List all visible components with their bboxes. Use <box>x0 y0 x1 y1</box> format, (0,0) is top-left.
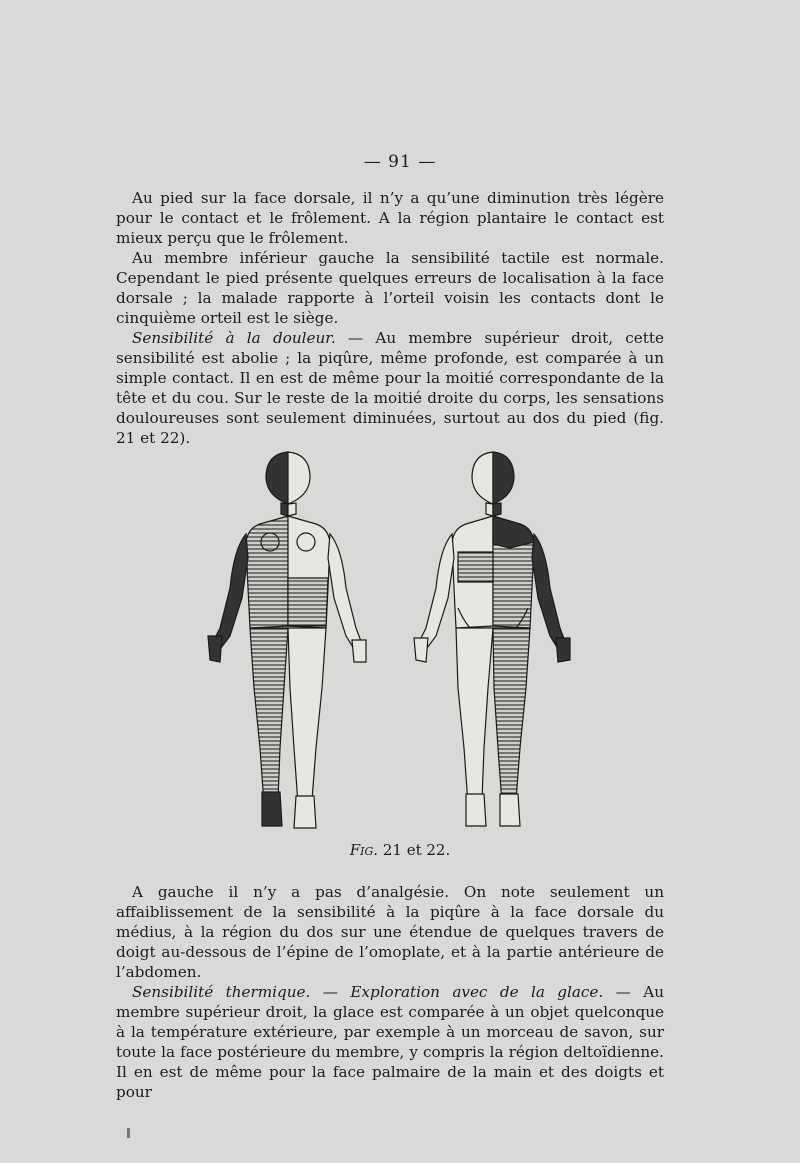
paragraph: Au membre inférieur gauche la sensibilité tactile est normale. Cependant le pied présente quelques erreurs de localisation à la face dorsale ; la malade rapporte à l’orteil voisin les contacts dont le cinquième orteil est le siège. <box>116 249 664 327</box>
paragraph-body: — Au membre supérieur droit, cette sensibilité est abolie ; la piqûre, même profonde, est comparée à un simple contact. Il en est de même pour la moitié correspondante de la tête et du cou. Sur le reste de la moitié droite du corps, les sensations douloureuses sont seulement diminuées, surtout au dos du pied (fig. 21 et 22). <box>116 329 664 447</box>
paragraph-body: — Au membre supérieur droit, la glace est comparée à un objet quelconque à la température extérieure, par exemple à un morceau de savon, sur toute la face postérieure du membre, y compris la région deltoïdienne. Il en est de même pour la face palmaire de la main et des doigts et pour <box>116 983 665 1101</box>
anatomical-figure <box>190 448 590 838</box>
paragraph <box>116 982 664 1102</box>
paragraph: Au pied sur la face dorsale, il n’y a qu’une diminution très légère pour le contact et le frôlement. A la région plantaire le contact est mieux perçu que le frôlement. <box>116 189 664 247</box>
paragraph <box>116 328 664 448</box>
caption-prefix: Fig. <box>349 841 379 859</box>
body-text-top <box>116 188 664 448</box>
front-body-figure <box>208 452 366 828</box>
body-text-bottom <box>116 882 664 1102</box>
print-speck <box>127 1128 130 1138</box>
figure-caption <box>0 841 800 859</box>
page-number: — 91 — <box>363 152 437 172</box>
section-heading: Sensibilité à la douleur. <box>132 329 336 347</box>
back-body-figure <box>414 452 570 826</box>
body-sensitivity-diagram <box>190 448 590 838</box>
caption-text: 21 et 22. <box>378 841 451 859</box>
section-heading: Sensibilité thermique. — Exploration avec de la glace. <box>132 983 604 1001</box>
paragraph: A gauche il n’y a pas d’analgésie. On note seulement un affaiblissement de la sensibilité à la piqûre à la face dorsale du médius, à la région du dos sur une étendue de quelques travers de doigt au-dessous de l’épine de l’omoplate, et à la partie antérieure de l’abdomen. <box>116 883 664 981</box>
